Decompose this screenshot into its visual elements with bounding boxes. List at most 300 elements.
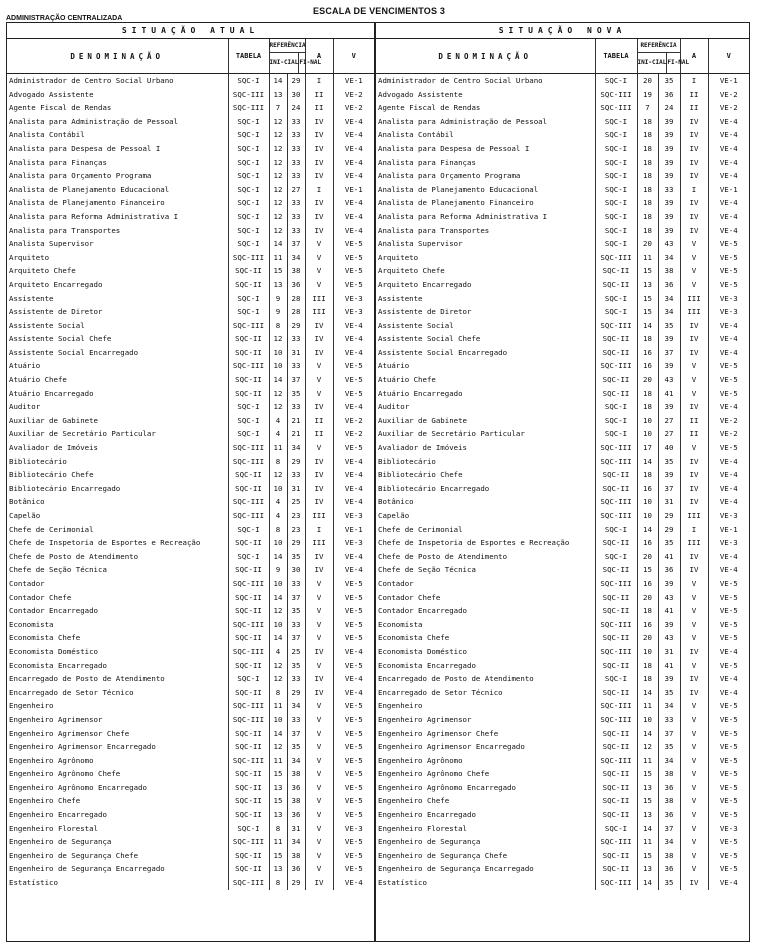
cell-a: IV xyxy=(305,672,333,686)
cell-tabela: SQC-II xyxy=(228,862,269,876)
table-row xyxy=(376,509,749,523)
cell-a: IV xyxy=(305,224,333,238)
cell-ref-final: 39 xyxy=(658,142,680,156)
cell-tabela: SQC-I xyxy=(595,550,637,564)
cell-v: VE-5 xyxy=(333,781,374,795)
cell-denominacao: Arquiteto xyxy=(9,252,50,262)
cell-ref-final: 33 xyxy=(287,142,305,156)
cell-a: V xyxy=(680,659,708,673)
cell-tabela: SQC-I xyxy=(228,427,269,441)
header-situacao-nova: SITUAÇÃO NOVA xyxy=(376,22,749,39)
cell-ref-inicial: 13 xyxy=(637,781,658,795)
table-row xyxy=(7,373,374,387)
cell-a: V xyxy=(305,767,333,781)
header-referencia xyxy=(637,39,690,74)
cell-denominacao: Chefe de Inspetoria de Esportes e Recreação xyxy=(378,538,570,548)
cell-ref-inicial: 14 xyxy=(269,373,287,387)
cell-ref-final: 29 xyxy=(287,536,305,550)
cell-ref-inicial: 13 xyxy=(637,278,658,292)
cell-tabela: SQC-III xyxy=(595,699,637,713)
cell-v: VE-5 xyxy=(333,251,374,265)
cell-ref-inicial: 12 xyxy=(269,183,287,197)
table-row xyxy=(7,523,374,537)
cell-denominacao: Auditor xyxy=(378,402,410,412)
cell-denominacao: Chefe de Posto de Atendimento xyxy=(9,551,139,561)
cell-tabela: SQC-III xyxy=(228,577,269,591)
cell-tabela: SQC-II xyxy=(595,468,637,482)
cell-tabela: SQC-I xyxy=(595,400,637,414)
cell-v: VE-4 xyxy=(333,332,374,346)
cell-ref-inicial: 11 xyxy=(269,835,287,849)
cell-ref-inicial: 15 xyxy=(637,563,658,577)
cell-a: II xyxy=(680,414,708,428)
cell-denominacao: Assistente Social xyxy=(9,320,85,330)
cell-ref-inicial: 18 xyxy=(637,387,658,401)
cell-a: I xyxy=(305,183,333,197)
cell-ref-final: 35 xyxy=(287,740,305,754)
header-denominacao: DENOMINAÇÃO xyxy=(7,39,228,74)
table-row xyxy=(7,740,374,754)
cell-a: V xyxy=(305,781,333,795)
cell-denominacao: Engenheiro Encarregado xyxy=(378,810,476,820)
cell-a: III xyxy=(305,536,333,550)
cell-ref-final: 28 xyxy=(287,305,305,319)
cell-ref-inicial: 12 xyxy=(269,604,287,618)
cell-denominacao: Atuário Encarregado xyxy=(9,388,94,398)
table-row xyxy=(376,604,749,618)
cell-tabela: SQC-I xyxy=(595,115,637,129)
table-row xyxy=(376,740,749,754)
cell-a: V xyxy=(680,767,708,781)
cell-denominacao: Administrador de Centro Social Urbano xyxy=(9,76,174,85)
cell-ref-inicial: 10 xyxy=(637,645,658,659)
cell-tabela: SQC-I xyxy=(228,414,269,428)
table-row xyxy=(7,400,374,414)
cell-v: VE-2 xyxy=(333,101,374,115)
cell-ref-final: 29 xyxy=(287,319,305,333)
table-row xyxy=(7,74,374,88)
cell-denominacao: Encarregado de Posto de Atendimento xyxy=(9,674,165,684)
cell-v: VE-4 xyxy=(333,346,374,360)
cell-tabela: SQC-II xyxy=(595,536,637,550)
cell-ref-final: 36 xyxy=(658,563,680,577)
cell-a: V xyxy=(305,862,333,876)
cell-v: VE-5 xyxy=(708,699,749,713)
cell-v: VE-3 xyxy=(333,292,374,306)
cell-denominacao: Contador xyxy=(9,578,45,588)
table-row xyxy=(376,169,749,183)
table-row xyxy=(376,210,749,224)
header-tabela: TABELA xyxy=(595,39,637,74)
cell-tabela: SQC-III xyxy=(595,251,637,265)
cell-a: II xyxy=(305,101,333,115)
header-inicial: INI-CIAL xyxy=(270,53,300,73)
cell-a: V xyxy=(305,359,333,373)
cell-ref-final: 31 xyxy=(658,495,680,509)
cell-tabela: SQC-III xyxy=(228,359,269,373)
table-row xyxy=(7,591,374,605)
cell-a: V xyxy=(305,659,333,673)
cell-denominacao: Analista de Planejamento Financeiro xyxy=(378,198,534,208)
cell-a: IV xyxy=(680,455,708,469)
cell-denominacao: Encarregado de Setor Técnico xyxy=(9,687,134,697)
cell-v: VE-4 xyxy=(708,319,749,333)
cell-a: IV xyxy=(680,128,708,142)
cell-ref-final: 29 xyxy=(287,876,305,890)
table-row xyxy=(376,794,749,808)
cell-ref-final: 25 xyxy=(287,495,305,509)
cell-a: V xyxy=(305,237,333,251)
cell-denominacao: Analista de Planejamento Educacional xyxy=(378,184,539,194)
cell-v: VE-5 xyxy=(333,618,374,632)
cell-v: VE-5 xyxy=(708,659,749,673)
cell-ref-final: 35 xyxy=(287,604,305,618)
cell-ref-inicial: 13 xyxy=(637,808,658,822)
cell-v: VE-4 xyxy=(333,224,374,238)
cell-ref-final: 29 xyxy=(658,509,680,523)
cell-v: VE-4 xyxy=(708,468,749,482)
cell-denominacao: Economista Chefe xyxy=(9,633,81,643)
cell-denominacao: Atuário Encarregado xyxy=(378,388,463,398)
table-row xyxy=(376,74,749,88)
administration-label: ADMINISTRAÇÃO CENTRALIZADA xyxy=(6,15,123,22)
rows-atual xyxy=(7,74,374,890)
cell-denominacao: Contador Encarregado xyxy=(9,606,98,616)
cell-v: VE-5 xyxy=(333,835,374,849)
cell-ref-final: 31 xyxy=(287,822,305,836)
cell-a: V xyxy=(305,713,333,727)
cell-a: V xyxy=(680,740,708,754)
cell-denominacao: Engenheiro Agrônomo xyxy=(378,755,463,765)
cell-ref-inicial: 16 xyxy=(637,359,658,373)
table-row xyxy=(7,455,374,469)
cell-a: V xyxy=(305,631,333,645)
cell-ref-final: 36 xyxy=(287,781,305,795)
cell-tabela: SQC-II xyxy=(228,808,269,822)
cell-a: V xyxy=(680,808,708,822)
cell-ref-inicial: 13 xyxy=(269,862,287,876)
cell-denominacao: Engenheiro Florestal xyxy=(9,823,98,833)
cell-ref-final: 33 xyxy=(287,156,305,170)
cell-v: VE-5 xyxy=(333,699,374,713)
cell-ref-inicial: 11 xyxy=(637,754,658,768)
cell-tabela: SQC-III xyxy=(228,88,269,102)
cell-denominacao: Assistente de Diretor xyxy=(9,307,103,317)
cell-ref-final: 29 xyxy=(287,74,305,88)
cell-a: V xyxy=(305,373,333,387)
cell-denominacao: Engenheiro Agrônomo Chefe xyxy=(9,769,121,779)
cell-a: III xyxy=(680,536,708,550)
cell-tabela: SQC-II xyxy=(228,387,269,401)
document-title: ESCALA DE VENCIMENTOS 3 xyxy=(312,6,446,16)
cell-denominacao: Analista Supervisor xyxy=(378,239,463,249)
cell-ref-inicial: 4 xyxy=(269,427,287,441)
cell-denominacao: Analista para Administração de Pessoal xyxy=(378,117,548,127)
cell-tabela: SQC-III xyxy=(595,645,637,659)
cell-ref-inicial: 4 xyxy=(269,495,287,509)
cell-a: IV xyxy=(305,319,333,333)
cell-tabela: SQC-III xyxy=(228,509,269,523)
cell-v: VE-4 xyxy=(333,169,374,183)
cell-ref-final: 39 xyxy=(658,128,680,142)
cell-ref-final: 35 xyxy=(658,536,680,550)
cell-v: VE-4 xyxy=(333,495,374,509)
cell-v: VE-5 xyxy=(708,591,749,605)
table-row xyxy=(7,332,374,346)
cell-a: V xyxy=(305,604,333,618)
table-row xyxy=(7,754,374,768)
cell-ref-inicial: 9 xyxy=(269,292,287,306)
cell-tabela: SQC-II xyxy=(228,278,269,292)
cell-denominacao: Auxiliar de Secretário Particular xyxy=(9,429,156,439)
table-row xyxy=(376,427,749,441)
table-row xyxy=(376,359,749,373)
cell-tabela: SQC-II xyxy=(595,346,637,360)
cell-v: VE-3 xyxy=(333,305,374,319)
table-row xyxy=(7,862,374,876)
cell-tabela: SQC-II xyxy=(595,264,637,278)
cell-ref-inicial: 20 xyxy=(637,591,658,605)
cell-a: V xyxy=(305,251,333,265)
table-row xyxy=(7,387,374,401)
cell-ref-final: 34 xyxy=(658,754,680,768)
cell-a: V xyxy=(680,781,708,795)
table-row xyxy=(376,767,749,781)
cell-ref-inicial: 11 xyxy=(269,441,287,455)
table-row xyxy=(376,88,749,102)
cell-a: V xyxy=(680,754,708,768)
table-row xyxy=(7,359,374,373)
cell-tabela: SQC-II xyxy=(228,563,269,577)
cell-tabela: SQC-II xyxy=(595,767,637,781)
cell-v: VE-1 xyxy=(333,523,374,537)
header-situacao-atual: SITUAÇÃO ATUAL xyxy=(7,22,374,39)
cell-ref-final: 35 xyxy=(658,740,680,754)
cell-v: VE-5 xyxy=(708,767,749,781)
cell-ref-inicial: 18 xyxy=(637,659,658,673)
cell-denominacao: Chefe de Cerimonial xyxy=(378,524,463,534)
cell-a: V xyxy=(305,278,333,292)
cell-denominacao: Engenheiro Agrônomo Encarregado xyxy=(9,782,147,792)
cell-denominacao: Encarregado de Posto de Atendimento xyxy=(378,674,534,684)
cell-v: VE-5 xyxy=(708,849,749,863)
table-row xyxy=(7,210,374,224)
cell-denominacao: Contador xyxy=(378,578,414,588)
cell-v: VE-5 xyxy=(708,251,749,265)
cell-tabela: SQC-III xyxy=(595,876,637,890)
cell-ref-inicial: 9 xyxy=(269,305,287,319)
cell-tabela: SQC-II xyxy=(595,373,637,387)
cell-ref-final: 39 xyxy=(658,468,680,482)
table-row xyxy=(7,686,374,700)
table-row xyxy=(376,387,749,401)
cell-denominacao: Atuário xyxy=(378,361,410,371)
cell-tabela: SQC-I xyxy=(228,672,269,686)
cell-denominacao: Botânico xyxy=(9,497,45,507)
cell-ref-inicial: 10 xyxy=(269,713,287,727)
cell-v: VE-5 xyxy=(708,835,749,849)
cell-v: VE-5 xyxy=(708,359,749,373)
cell-denominacao: Engenheiro Agrimensor Encarregado xyxy=(9,742,156,752)
header-v: V xyxy=(333,39,374,74)
cell-ref-final: 36 xyxy=(287,278,305,292)
cell-tabela: SQC-II xyxy=(228,332,269,346)
cell-tabela: SQC-III xyxy=(228,876,269,890)
cell-a: IV xyxy=(305,128,333,142)
cell-v: VE-4 xyxy=(333,142,374,156)
table-row xyxy=(7,618,374,632)
cell-ref-final: 39 xyxy=(658,156,680,170)
cell-a: IV xyxy=(305,550,333,564)
header-denominacao: DENOMINAÇÃO xyxy=(376,39,595,74)
cell-a: IV xyxy=(680,319,708,333)
cell-ref-final: 38 xyxy=(658,767,680,781)
table-row xyxy=(7,645,374,659)
table-row xyxy=(376,115,749,129)
cell-v: VE-5 xyxy=(333,794,374,808)
table-row xyxy=(7,346,374,360)
table-row xyxy=(7,169,374,183)
cell-a: V xyxy=(680,631,708,645)
header-final: FI-NAL xyxy=(299,58,322,66)
cell-v: VE-2 xyxy=(708,101,749,115)
cell-a: V xyxy=(680,862,708,876)
cell-tabela: SQC-II xyxy=(595,278,637,292)
cell-ref-inicial: 10 xyxy=(637,509,658,523)
cell-tabela: SQC-III xyxy=(595,455,637,469)
cell-ref-final: 36 xyxy=(287,808,305,822)
cell-ref-final: 34 xyxy=(287,441,305,455)
table-row xyxy=(376,101,749,115)
cell-ref-inicial: 14 xyxy=(269,591,287,605)
cell-ref-inicial: 12 xyxy=(269,115,287,129)
table-row xyxy=(376,237,749,251)
cell-ref-inicial: 14 xyxy=(637,686,658,700)
cell-ref-inicial: 14 xyxy=(269,550,287,564)
cell-tabela: SQC-II xyxy=(228,727,269,741)
cell-ref-inicial: 15 xyxy=(637,794,658,808)
cell-ref-inicial: 14 xyxy=(637,822,658,836)
cell-a: IV xyxy=(305,455,333,469)
table-row xyxy=(7,292,374,306)
cell-v: VE-5 xyxy=(333,373,374,387)
cell-tabela: SQC-III xyxy=(228,699,269,713)
cell-v: VE-4 xyxy=(708,142,749,156)
cell-denominacao: Engenheiro xyxy=(9,701,54,711)
cell-v: VE-4 xyxy=(708,455,749,469)
table-row xyxy=(376,618,749,632)
cell-ref-final: 33 xyxy=(287,169,305,183)
cell-tabela: SQC-I xyxy=(228,305,269,319)
cell-tabela: SQC-II xyxy=(595,794,637,808)
cell-ref-final: 39 xyxy=(658,210,680,224)
cell-tabela: SQC-II xyxy=(595,740,637,754)
table-row xyxy=(7,495,374,509)
cell-a: III xyxy=(680,292,708,306)
cell-ref-inicial: 18 xyxy=(637,210,658,224)
cell-ref-final: 38 xyxy=(287,794,305,808)
cell-ref-final: 35 xyxy=(287,659,305,673)
cell-a: IV xyxy=(680,645,708,659)
cell-ref-inicial: 18 xyxy=(637,128,658,142)
cell-denominacao: Assistente Social Chefe xyxy=(9,334,112,344)
cell-tabela: SQC-II xyxy=(595,727,637,741)
cell-ref-inicial: 11 xyxy=(269,699,287,713)
cell-tabela: SQC-III xyxy=(228,495,269,509)
cell-ref-final: 30 xyxy=(287,88,305,102)
cell-v: VE-5 xyxy=(333,659,374,673)
cell-denominacao: Estatístico xyxy=(378,878,427,888)
cell-ref-inicial: 14 xyxy=(637,319,658,333)
table-row xyxy=(7,237,374,251)
header-v: V xyxy=(708,39,749,74)
cell-tabela: SQC-I xyxy=(595,822,637,836)
cell-denominacao: Engenheiro Agrônomo xyxy=(9,755,94,765)
cell-tabela: SQC-III xyxy=(595,359,637,373)
cell-denominacao: Assistente Social Encarregado xyxy=(378,347,508,357)
cell-ref-final: 43 xyxy=(658,631,680,645)
cell-v: VE-5 xyxy=(708,278,749,292)
table-row xyxy=(376,876,749,890)
cell-ref-final: 34 xyxy=(287,754,305,768)
cell-tabela: SQC-I xyxy=(228,400,269,414)
cell-v: VE-4 xyxy=(708,332,749,346)
cell-v: VE-5 xyxy=(333,754,374,768)
cell-denominacao: Analista para Reforma Administrativa I xyxy=(9,212,179,222)
table-row xyxy=(7,224,374,238)
table-row xyxy=(7,835,374,849)
cell-a: IV xyxy=(305,876,333,890)
cell-ref-final: 29 xyxy=(287,455,305,469)
cell-ref-inicial: 8 xyxy=(269,686,287,700)
cell-ref-final: 27 xyxy=(658,427,680,441)
cell-v: VE-4 xyxy=(708,672,749,686)
cell-denominacao: Analista para Despesa de Pessoal I xyxy=(9,143,161,153)
table-row xyxy=(7,699,374,713)
cell-v: VE-5 xyxy=(708,754,749,768)
cell-tabela: SQC-I xyxy=(595,156,637,170)
cell-a: IV xyxy=(680,115,708,129)
cell-denominacao: Engenheiro Agrimensor Chefe xyxy=(378,728,499,738)
header-referencia-label: REFERÊNCIA xyxy=(270,40,305,53)
cell-ref-final: 35 xyxy=(287,387,305,401)
cell-denominacao: Economista Encarregado xyxy=(378,660,476,670)
cell-denominacao: Engenheiro de Segurança Encarregado xyxy=(378,864,534,874)
table-row xyxy=(7,414,374,428)
cell-ref-final: 41 xyxy=(658,604,680,618)
cell-a: IV xyxy=(305,142,333,156)
cell-v: VE-5 xyxy=(708,618,749,632)
cell-v: VE-4 xyxy=(333,156,374,170)
cell-a: IV xyxy=(680,672,708,686)
cell-a: IV xyxy=(305,196,333,210)
cell-v: VE-5 xyxy=(708,577,749,591)
table-row xyxy=(7,196,374,210)
cell-a: V xyxy=(680,794,708,808)
header-tabela: TABELA xyxy=(228,39,269,74)
cell-a: V xyxy=(680,387,708,401)
cell-ref-final: 21 xyxy=(287,427,305,441)
cell-v: VE-5 xyxy=(708,740,749,754)
cell-ref-final: 31 xyxy=(658,645,680,659)
table-row xyxy=(7,183,374,197)
table-row xyxy=(376,278,749,292)
table-row xyxy=(376,686,749,700)
cell-v: VE-4 xyxy=(333,468,374,482)
cell-ref-inicial: 10 xyxy=(269,482,287,496)
cell-a: IV xyxy=(305,332,333,346)
cell-tabela: SQC-I xyxy=(595,292,637,306)
